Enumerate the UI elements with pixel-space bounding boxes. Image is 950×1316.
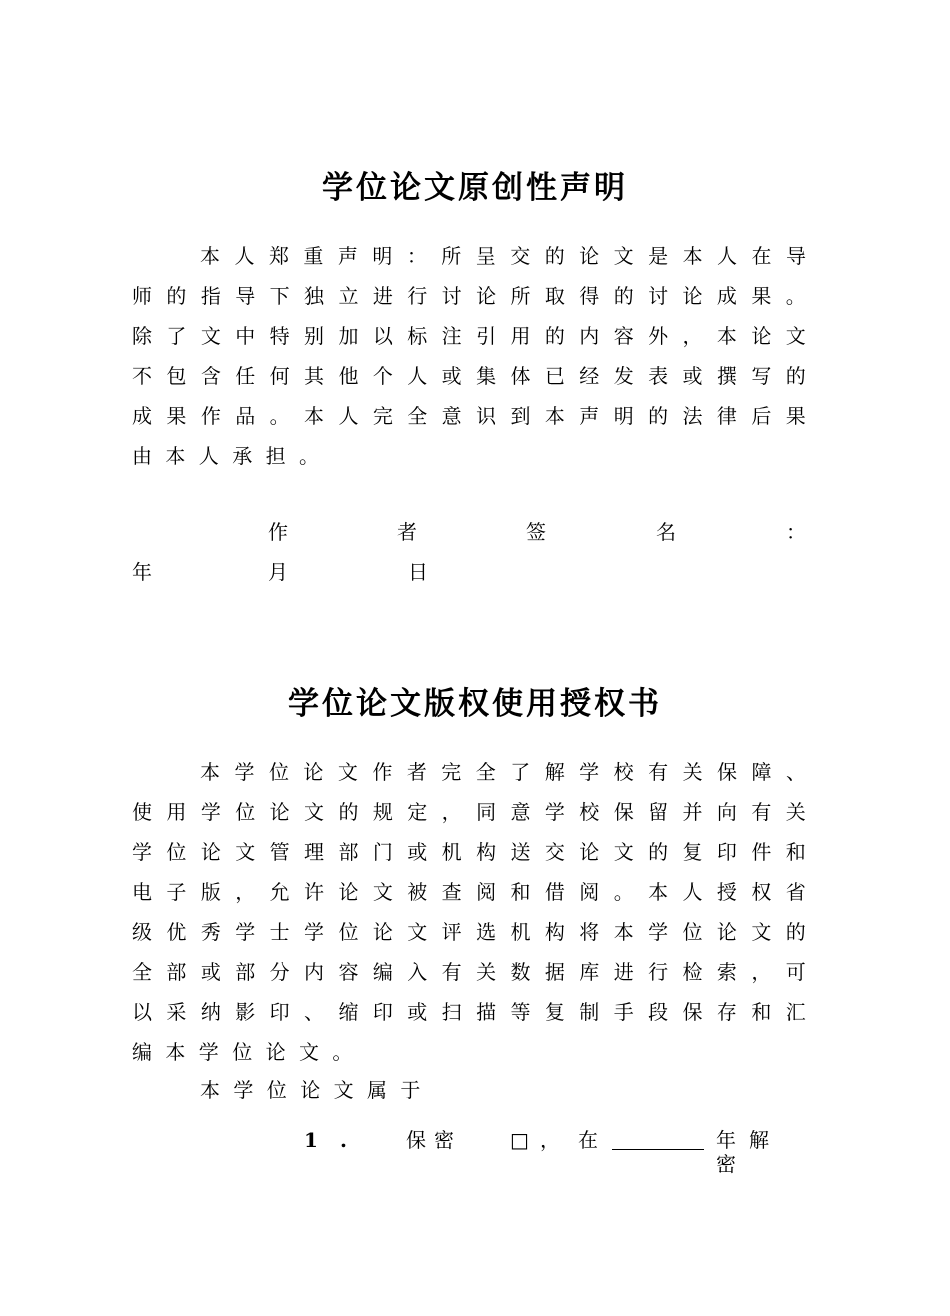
glyph: 的 (166, 284, 187, 308)
glyph: 有 (751, 800, 772, 824)
glyph: 。 (269, 404, 290, 428)
glyph: 意 (510, 800, 531, 824)
glyph: 撰 (716, 364, 737, 388)
glyph: 论 (716, 920, 737, 944)
glyph: 保 (682, 1000, 703, 1024)
glyph: 或 (407, 840, 428, 864)
glyph: 版 (200, 880, 221, 904)
glyph: 入 (407, 960, 428, 984)
glyph: 文 (613, 244, 634, 268)
glyph: 的 (648, 840, 669, 864)
glyph: 同 (476, 800, 497, 824)
glyph: 本 (200, 760, 220, 784)
glyph: 校 (579, 800, 600, 824)
glyph: 保 (717, 760, 738, 784)
glyph: 包 (166, 364, 187, 388)
option-secret-row (300, 1128, 810, 1176)
glyph: 引 (476, 324, 497, 348)
glyph: 论 (476, 284, 497, 308)
glyph: 检 (682, 960, 703, 984)
glyph: 的 (338, 800, 359, 824)
glyph: 许 (304, 880, 325, 904)
glyph: 交 (544, 840, 565, 864)
glyph: 他 (338, 364, 359, 388)
glyph: 索 (716, 960, 737, 984)
glyph: 文 (751, 920, 772, 944)
glyph: 声 (337, 244, 358, 268)
signature-colon: ： (786, 520, 806, 544)
glyph: 库 (579, 960, 600, 984)
glyph: 学 (544, 800, 565, 824)
glyph: 含 (200, 364, 221, 388)
glyph: 文 (613, 840, 634, 864)
glyph: 或 (441, 364, 462, 388)
authorization-line-6 (132, 960, 806, 984)
glyph: 有 (648, 760, 669, 784)
glyph: 论 (372, 920, 393, 944)
glyph: 据 (544, 960, 565, 984)
glyph: 以 (372, 324, 393, 348)
glyph: 论 (269, 800, 290, 824)
glyph: 论 (579, 244, 600, 268)
glyph: 关 (682, 760, 703, 784)
glyph: 存 (716, 1000, 737, 1024)
glyph: 关 (785, 800, 806, 824)
declaration-line-4 (132, 364, 806, 388)
glyph: ， (441, 800, 462, 824)
declaration-title: 学位论文原创性声明 (322, 170, 628, 206)
glyph: ， (235, 880, 256, 904)
authorization-line-1 (200, 760, 806, 784)
date-month-label: 月 (268, 560, 288, 584)
glyph: 构 (476, 840, 497, 864)
glyph: 纳 (200, 1000, 221, 1024)
glyph: 可 (785, 960, 806, 984)
glyph: 和 (751, 1000, 772, 1024)
signature-char-1: 作 (268, 520, 288, 544)
signature-char-4: 名 (656, 520, 676, 544)
option-secret-label: 保密 (406, 1128, 462, 1152)
glyph: 、 (304, 1000, 325, 1024)
glyph: 取 (544, 284, 565, 308)
glyph: 学 (648, 920, 669, 944)
glyph: 者 (406, 760, 427, 784)
glyph: 全 (132, 960, 152, 984)
glyph: 导 (785, 244, 806, 268)
glyph: 省 (785, 880, 806, 904)
glyph: 讨 (648, 284, 669, 308)
glyph: 立 (338, 284, 359, 308)
glyph: 向 (716, 800, 737, 824)
glyph: 编 (372, 960, 393, 984)
glyph: 交 (510, 244, 531, 268)
glyph: 论 (579, 840, 600, 864)
glyph: 集 (476, 364, 497, 388)
option-year-unlock: 年解密 (716, 1128, 782, 1176)
glyph: 人 (338, 404, 359, 428)
authorization-title: 学位论文版权使用授权书 (288, 686, 662, 722)
glyph: 部 (166, 960, 187, 984)
glyph: 文 (372, 880, 393, 904)
glyph: 制 (579, 1000, 600, 1024)
glyph: 学 (579, 760, 600, 784)
glyph: 的 (785, 920, 806, 944)
glyph: 个 (372, 364, 393, 388)
glyph: 的 (648, 404, 669, 428)
glyph: 件 (751, 840, 772, 864)
glyph: 位 (338, 920, 359, 944)
glyph: 阅 (476, 880, 497, 904)
unlock-year-blank[interactable] (612, 1128, 704, 1150)
glyph: 容 (338, 960, 359, 984)
glyph: 文 (200, 324, 221, 348)
glyph: 复 (544, 1000, 565, 1024)
glyph: 缩 (338, 1000, 359, 1024)
glyph: 允 (269, 880, 290, 904)
glyph: 文 (337, 760, 358, 784)
glyph: 作 (372, 760, 393, 784)
glyph: 学 (200, 800, 221, 824)
glyph: 发 (613, 364, 634, 388)
authorization-line-5 (132, 920, 806, 944)
glyph: 的 (785, 364, 806, 388)
glyph: ： (406, 244, 427, 268)
authorization-line-7 (132, 1000, 806, 1024)
glyph: 理 (304, 840, 325, 864)
glyph: 关 (476, 960, 497, 984)
glyph: 重 (303, 244, 324, 268)
glyph: 位 (268, 760, 289, 784)
glyph: 成 (132, 404, 152, 428)
date-year-label: 年 (132, 560, 152, 584)
glyph: 留 (648, 800, 669, 824)
glyph: 扫 (441, 1000, 462, 1024)
glyph: 秀 (200, 920, 221, 944)
glyph: 文 (304, 800, 325, 824)
glyph: 体 (510, 364, 531, 388)
glyph: 描 (476, 1000, 497, 1024)
glyph: 不 (132, 364, 152, 388)
glyph: 论 (303, 760, 324, 784)
secret-checkbox[interactable]: □ (510, 1128, 529, 1152)
glyph: 明 (372, 244, 393, 268)
glyph: 是 (648, 244, 669, 268)
glyph: ， (751, 960, 772, 984)
glyph: 学 (132, 840, 152, 864)
glyph: 成 (716, 284, 737, 308)
date-day-label: 日 (408, 560, 428, 584)
glyph: 其 (304, 364, 325, 388)
glyph: 位 (235, 800, 256, 824)
glyph: 本 (682, 244, 703, 268)
glyph: 学 (235, 920, 256, 944)
glyph: 定 (407, 800, 428, 824)
glyph: 查 (441, 880, 462, 904)
glyph: 声 (579, 404, 600, 428)
glyph: 学 (234, 760, 255, 784)
glyph: 注 (441, 324, 462, 348)
glyph: 特 (269, 324, 290, 348)
glyph: 果 (751, 284, 772, 308)
glyph: 行 (407, 284, 428, 308)
glyph: 果 (166, 404, 187, 428)
glyph: 外 (648, 324, 669, 348)
glyph: 文 (235, 840, 256, 864)
glyph: 果 (785, 404, 806, 428)
glyph: 作 (200, 404, 221, 428)
glyph: 选 (476, 920, 497, 944)
glyph: 段 (648, 1000, 669, 1024)
glyph: 、 (785, 760, 806, 784)
glyph: 和 (510, 880, 531, 904)
glyph: 标 (407, 324, 428, 348)
glyph: 障 (751, 760, 772, 784)
glyph: 讨 (441, 284, 462, 308)
glyph: 所 (441, 244, 462, 268)
glyph: 有 (441, 960, 462, 984)
glyph: 本 (716, 324, 737, 348)
glyph: 识 (476, 404, 497, 428)
glyph: 论 (682, 284, 703, 308)
glyph: 论 (751, 324, 772, 348)
glyph: 被 (407, 880, 428, 904)
glyph: 解 (544, 760, 565, 784)
glyph: 使 (132, 800, 152, 824)
glyph: 人 (407, 364, 428, 388)
authorization-line-4 (132, 880, 806, 904)
glyph: 在 (751, 244, 772, 268)
declaration-line-2 (132, 284, 806, 308)
glyph: 明 (613, 404, 634, 428)
glyph: 或 (682, 364, 703, 388)
glyph: 的 (544, 324, 565, 348)
glyph: 评 (441, 920, 462, 944)
glyph: 手 (613, 1000, 634, 1024)
glyph: 人 (234, 244, 255, 268)
glyph: 并 (682, 800, 703, 824)
glyph: 指 (200, 284, 221, 308)
glyph: 机 (510, 920, 531, 944)
glyph: 机 (441, 840, 462, 864)
glyph: 完 (372, 404, 393, 428)
glyph: 阅 (579, 880, 600, 904)
glyph: 印 (269, 1000, 290, 1024)
signature-char-2: 者 (397, 520, 417, 544)
glyph: 位 (682, 920, 703, 944)
glyph: 印 (716, 840, 737, 864)
authorization-line-2 (132, 800, 806, 824)
glyph: 内 (304, 960, 325, 984)
glyph: 校 (613, 760, 634, 784)
option-at: 在 (578, 1128, 598, 1152)
glyph: 部 (338, 840, 359, 864)
glyph: 论 (200, 840, 221, 864)
glyph: 品 (235, 404, 256, 428)
authorization-line-3 (132, 840, 806, 864)
glyph: 文 (785, 324, 806, 348)
glyph: 子 (166, 880, 187, 904)
glyph: 影 (235, 1000, 256, 1024)
glyph: 得 (579, 284, 600, 308)
glyph: 加 (338, 324, 359, 348)
glyph: 构 (544, 920, 565, 944)
glyph: 进 (613, 960, 634, 984)
glyph: 电 (132, 880, 152, 904)
glyph: 本 (200, 244, 220, 268)
glyph: 文 (407, 920, 428, 944)
glyph: 门 (372, 840, 393, 864)
glyph: 位 (166, 840, 187, 864)
glyph: 用 (510, 324, 531, 348)
glyph: 士 (269, 920, 290, 944)
glyph: 本 (613, 920, 634, 944)
glyph: 容 (613, 324, 634, 348)
glyph: 或 (200, 960, 221, 984)
glyph: 部 (235, 960, 256, 984)
glyph: 采 (166, 1000, 187, 1024)
glyph: 本 (304, 404, 325, 428)
glyph: 到 (510, 404, 531, 428)
declaration-line-3 (132, 324, 806, 348)
glyph: 。 (613, 880, 634, 904)
glyph: 完 (441, 760, 462, 784)
glyph: 借 (544, 880, 565, 904)
glyph: 论 (338, 880, 359, 904)
glyph: 内 (579, 324, 600, 348)
glyph: 呈 (475, 244, 496, 268)
glyph: 经 (579, 364, 600, 388)
glyph: 用 (166, 800, 187, 824)
glyph: 等 (510, 1000, 531, 1024)
glyph: 管 (269, 840, 290, 864)
declaration-last-line: 由本人承担。 (132, 444, 333, 468)
glyph: 了 (510, 760, 531, 784)
glyph: 除 (132, 324, 152, 348)
signature-char-3: 签 (526, 520, 546, 544)
glyph: 优 (166, 920, 187, 944)
glyph: 律 (716, 404, 737, 428)
glyph: 规 (372, 800, 393, 824)
glyph: 全 (407, 404, 428, 428)
glyph: 送 (510, 840, 531, 864)
glyph: 下 (269, 284, 290, 308)
glyph: 权 (751, 880, 772, 904)
glyph: 后 (751, 404, 772, 428)
glyph: 数 (510, 960, 531, 984)
glyph: 何 (269, 364, 290, 388)
glyph: ， (682, 324, 703, 348)
glyph: 全 (475, 760, 496, 784)
glyph: 的 (613, 284, 634, 308)
authorization-last-line: 编本学位论文。 (132, 1040, 366, 1064)
glyph: 分 (269, 960, 290, 984)
glyph: 和 (785, 840, 806, 864)
declaration-line-1 (200, 244, 806, 268)
glyph: 意 (441, 404, 462, 428)
option-dot: . (340, 1128, 347, 1152)
glyph: 的 (544, 244, 565, 268)
option-comma: ， (540, 1128, 560, 1152)
glyph: 了 (166, 324, 187, 348)
glyph: 表 (648, 364, 669, 388)
glyph: 写 (751, 364, 772, 388)
glyph: 保 (613, 800, 634, 824)
glyph: 所 (510, 284, 531, 308)
glyph: 人 (682, 880, 703, 904)
glyph: 以 (132, 1000, 152, 1024)
glyph: 授 (716, 880, 737, 904)
glyph: 郑 (268, 244, 289, 268)
glyph: 本 (544, 404, 565, 428)
glyph: 印 (372, 1000, 393, 1024)
glyph: 中 (235, 324, 256, 348)
glyph: 。 (785, 284, 806, 308)
glyph: 复 (682, 840, 703, 864)
glyph: 法 (682, 404, 703, 428)
glyph: 或 (407, 1000, 428, 1024)
glyph: 将 (579, 920, 600, 944)
glyph: 学 (304, 920, 325, 944)
glyph: 进 (372, 284, 393, 308)
belongs-line: 本学位论文属于 (200, 1078, 434, 1102)
option-number: 1 (304, 1128, 318, 1152)
glyph: 导 (235, 284, 256, 308)
glyph: 师 (132, 284, 152, 308)
glyph: 任 (235, 364, 256, 388)
glyph: 汇 (785, 1000, 806, 1024)
glyph: 独 (304, 284, 325, 308)
glyph: 人 (717, 244, 738, 268)
glyph: 级 (132, 920, 152, 944)
glyph: 本 (648, 880, 669, 904)
glyph: 别 (304, 324, 325, 348)
glyph: 已 (544, 364, 565, 388)
declaration-line-5 (132, 404, 806, 428)
glyph: 行 (648, 960, 669, 984)
